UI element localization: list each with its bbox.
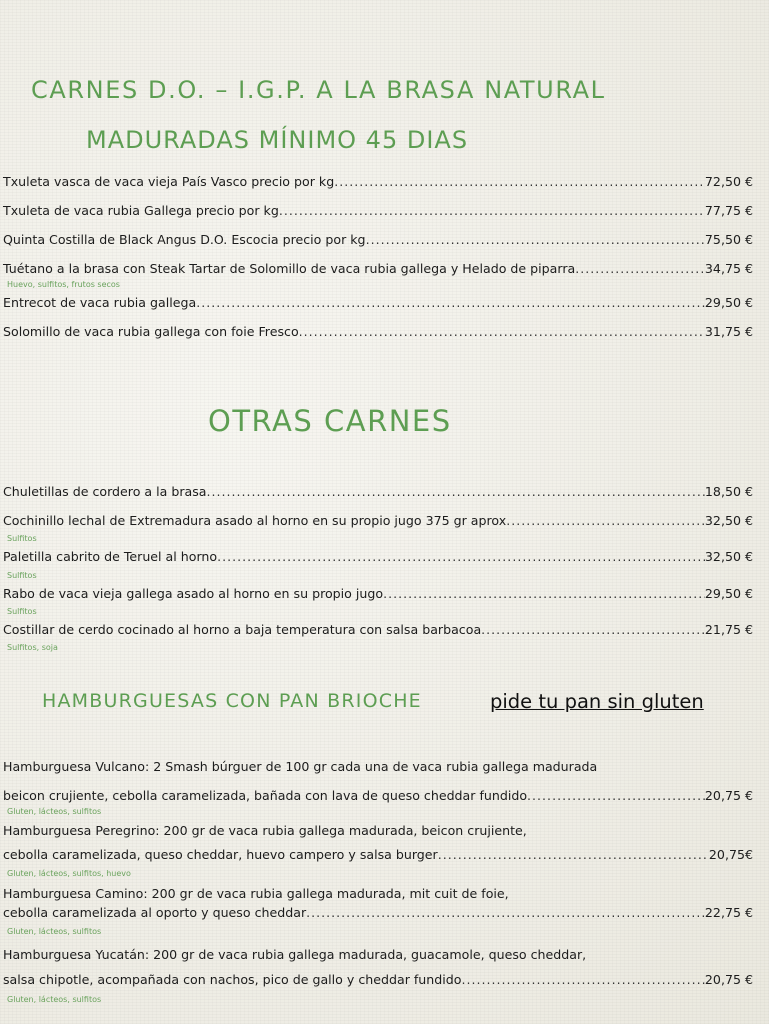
dot-leader bbox=[527, 788, 705, 803]
dot-leader bbox=[461, 972, 704, 987]
allergen-note: Gluten, lácteos, sulfitos bbox=[7, 927, 102, 936]
item-description: beicon crujiente, cebolla caramelizada, bañada con lava de queso cheddar fundido bbox=[3, 788, 528, 803]
item-description: Txuleta vasca de vaca vieja País Vasco precio por kg bbox=[3, 174, 335, 189]
dot-leader bbox=[383, 586, 705, 601]
burger-title-line: Hamburguesa Camino: 200 gr de vaca rubia gallega madurada, mit cuit de foie, bbox=[3, 886, 509, 901]
menu-item bbox=[3, 622, 753, 637]
menu-item bbox=[3, 549, 753, 564]
section-title-hamburguesas: HAMBURGUESAS CON PAN BRIOCHE bbox=[42, 690, 422, 712]
item-price: 34,75 € bbox=[704, 261, 753, 276]
allergen-note: Gluten, lácteos, sulfitos bbox=[7, 995, 102, 1004]
item-description: Solomillo de vaca rubia gallega con foie Fresco bbox=[3, 324, 299, 339]
item-price: 72,50 € bbox=[704, 174, 753, 189]
gluten-free-note: pide tu pan sin gluten bbox=[490, 690, 704, 713]
allergen-note: Gluten, lácteos, sulfitos bbox=[7, 807, 102, 816]
dot-leader bbox=[575, 261, 705, 276]
item-price: 20,75 € bbox=[704, 788, 753, 803]
item-price: 18,50 € bbox=[704, 484, 753, 499]
menu-item bbox=[3, 295, 753, 310]
menu-item bbox=[3, 972, 753, 987]
menu-item bbox=[3, 324, 753, 339]
dot-leader bbox=[196, 295, 705, 310]
burger-title-line: Hamburguesa Peregrino: 200 gr de vaca rubia gallega madurada, beicon crujiente, bbox=[3, 823, 527, 838]
allergen-note: Sulfitos, soja bbox=[7, 643, 58, 652]
item-price: 32,50 € bbox=[704, 513, 753, 528]
menu-item bbox=[3, 788, 753, 803]
dot-leader bbox=[366, 232, 705, 247]
item-price: 29,50 € bbox=[704, 295, 753, 310]
item-description: Paletilla cabrito de Teruel al horno bbox=[3, 549, 218, 564]
allergen-note: Sulfitos bbox=[7, 607, 37, 616]
item-description: Rabo de vaca vieja gallega asado al horno en su propio jugo bbox=[3, 586, 384, 601]
item-description: Txuleta de vaca rubia Gallega precio por kg bbox=[3, 203, 279, 218]
allergen-note: Sulfitos bbox=[7, 534, 37, 543]
item-description: Entrecot de vaca rubia gallega bbox=[3, 295, 197, 310]
section-title-carnes-do: CARNES D.O. – I.G.P. A LA BRASA NATURAL bbox=[31, 76, 606, 104]
menu-item bbox=[3, 261, 753, 276]
dot-leader bbox=[334, 174, 705, 189]
menu-item bbox=[3, 847, 753, 862]
item-price: 32,50 € bbox=[704, 549, 753, 564]
item-price: 75,50 € bbox=[704, 232, 753, 247]
section-title-otras-carnes: OTRAS CARNES bbox=[208, 404, 452, 438]
menu-item bbox=[3, 513, 753, 528]
item-price: 31,75 € bbox=[704, 324, 753, 339]
dot-leader bbox=[506, 513, 705, 528]
item-description: Chuletillas de cordero a la brasa bbox=[3, 484, 207, 499]
menu-item bbox=[3, 203, 753, 218]
item-price: 21,75 € bbox=[704, 622, 753, 637]
section-subtitle-maduradas: MADURADAS MÍNIMO 45 DIAS bbox=[86, 126, 469, 154]
item-description: Costillar de cerdo cocinado al horno a baja temperatura con salsa barbacoa bbox=[3, 622, 482, 637]
allergen-note: Sulfitos bbox=[7, 571, 37, 580]
dot-leader bbox=[438, 847, 709, 862]
item-price: 77,75 € bbox=[704, 203, 753, 218]
burger-title-line: Hamburguesa Yucatán: 200 gr de vaca rubia gallega madurada, guacamole, queso cheddar, bbox=[3, 947, 587, 962]
menu-item bbox=[3, 232, 753, 247]
menu-item bbox=[3, 174, 753, 189]
item-description: Tuétano a la brasa con Steak Tartar de Solomillo de vaca rubia gallega y Helado de piparra bbox=[3, 261, 576, 276]
item-description: Cochinillo lechal de Extremadura asado al horno en su propio jugo 375 gr aprox bbox=[3, 513, 507, 528]
item-price: 20,75€ bbox=[708, 847, 753, 862]
dot-leader bbox=[279, 203, 705, 218]
menu-item bbox=[3, 905, 753, 920]
item-price: 29,50 € bbox=[704, 586, 753, 601]
item-description: cebolla caramelizada, queso cheddar, huevo campero y salsa burger bbox=[3, 847, 438, 862]
item-price: 20,75 € bbox=[704, 972, 753, 987]
dot-leader bbox=[306, 905, 705, 920]
item-price: 22,75 € bbox=[704, 905, 753, 920]
item-description: Quinta Costilla de Black Angus D.O. Escocia precio por kg bbox=[3, 232, 366, 247]
dot-leader bbox=[299, 324, 705, 339]
allergen-note: Gluten, lácteos, sulfitos, huevo bbox=[7, 869, 131, 878]
allergen-note: Huevo, sulfitos, frutos secos bbox=[7, 280, 120, 289]
menu-item bbox=[3, 484, 753, 499]
item-description: salsa chipotle, acompañada con nachos, pico de gallo y cheddar fundido bbox=[3, 972, 462, 987]
dot-leader bbox=[217, 549, 705, 564]
menu-item bbox=[3, 586, 753, 601]
dot-leader bbox=[207, 484, 705, 499]
dot-leader bbox=[481, 622, 705, 637]
burger-title-line: Hamburguesa Vulcano: 2 Smash búrguer de 100 gr cada una de vaca rubia gallega madurada bbox=[3, 759, 598, 774]
item-description: cebolla caramelizada al oporto y queso cheddar bbox=[3, 905, 307, 920]
